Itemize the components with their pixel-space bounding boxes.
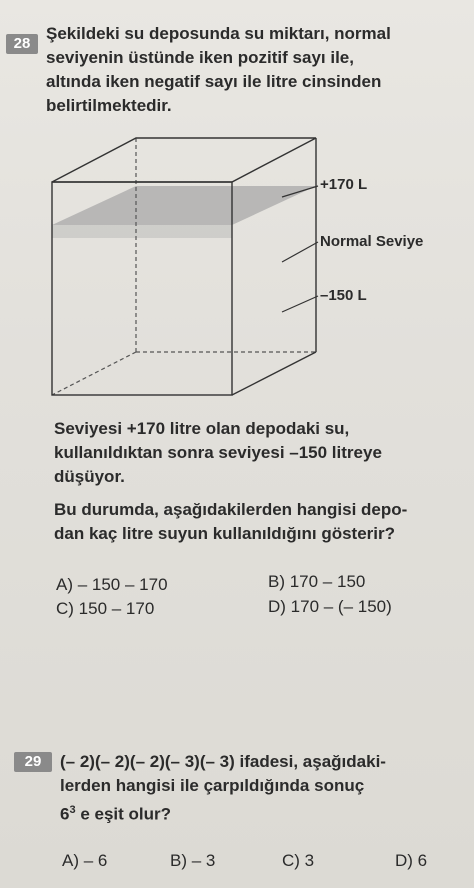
level-label-bottom: –150 L <box>320 287 367 304</box>
stem-line-rest: e eşit olur? <box>75 804 172 824</box>
question-prompt <box>54 498 407 546</box>
option-b[interactable]: B) – 3 <box>170 851 216 870</box>
option-c[interactable]: C) 3 <box>282 851 315 870</box>
prompt-line: Bu durumda, aşağıdakilerden hangisi depo- <box>54 500 408 519</box>
level-label-normal: Normal Seviye <box>320 233 424 250</box>
power-exponent: 3 <box>69 804 76 816</box>
water-tank-figure <box>0 0 474 420</box>
option-c[interactable]: C) 150 – 170 <box>56 599 155 618</box>
water-front-top <box>52 225 232 238</box>
level-label-top: +170 L <box>320 176 368 193</box>
option-d[interactable]: D) 170 – (– 150) <box>268 597 392 616</box>
option-d[interactable]: D) 6 <box>395 851 428 870</box>
body-line: düşüyor. <box>54 467 125 486</box>
water-surface <box>52 186 316 225</box>
stem-line: lerden hangisi ile çarpıldığında sonuç <box>60 776 365 795</box>
stem-line: altında iken negatif sayı ile litre cinsinden <box>46 72 382 91</box>
power-base: 6 <box>60 804 70 824</box>
option-a[interactable]: A) – 150 – 170 <box>56 575 168 594</box>
option-b[interactable]: B) 170 – 150 <box>268 572 366 591</box>
body-line: kullanıldıktan sonra seviyesi –150 litreye <box>54 443 382 462</box>
stem-line: belirtilmektedir. <box>46 96 172 115</box>
body-line: Seviyesi +170 litre olan depodaki su, <box>54 419 350 438</box>
stem-line: seviyenin üstünde iken pozitif sayı ile, <box>46 48 354 67</box>
question-number-badge: 29 <box>14 752 52 772</box>
stem-line: (– 2)(– 2)(– 2)(– 3)(– 3) ifadesi, aşağıdaki- <box>60 752 386 771</box>
question-number-badge: 28 <box>6 34 38 54</box>
stem-line: Şekildeki su deposunda su miktarı, normal <box>46 24 391 43</box>
stem-line <box>60 798 386 827</box>
prompt-line: dan kaç litre suyun kullanıldığını gösterir? <box>54 524 396 543</box>
question-body <box>54 417 382 489</box>
option-a[interactable]: A) – 6 <box>62 851 108 870</box>
question-stem <box>60 750 386 827</box>
